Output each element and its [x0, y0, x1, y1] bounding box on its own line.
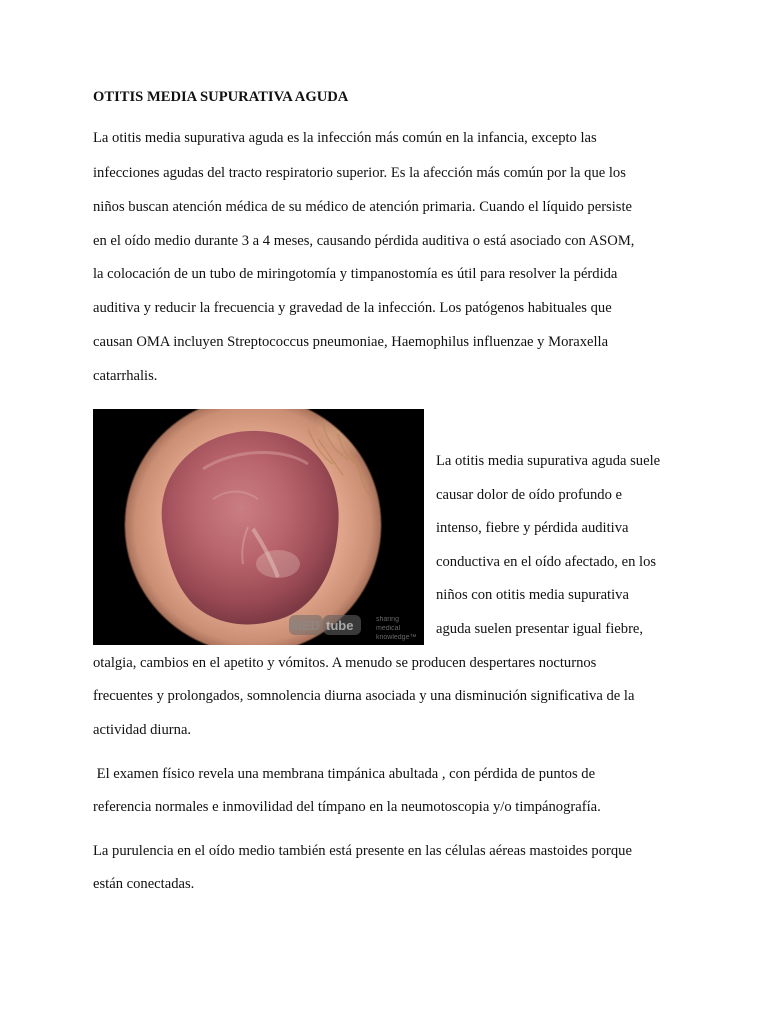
paragraph-2-side-line-1: La otitis media supurativa aguda suele: [436, 453, 661, 469]
svg-text:sharing: sharing: [376, 616, 399, 623]
otoscopy-image: [93, 409, 424, 645]
paragraph-2-line-2: frecuentes y prolongados, somnolencia diurna asociada y una disminución significativa de la: [93, 688, 635, 704]
paragraph-2-side-line-5: niños con otitis media supurativa: [436, 587, 629, 603]
paragraph-1-line-6: auditiva y reducir la frecuencia y gravedad de la infección. Los patógenos habituales que: [93, 300, 612, 316]
paragraph-2-line-1: otalgia, cambios en el apetito y vómitos. A menudo se producen despertares nocturnos: [93, 655, 597, 671]
paragraph-1-line-3: niños buscan atención médica de su médico de atención primaria. Cuando el líquido persiste: [93, 199, 632, 215]
paragraph-1-line-1: La otitis media supurativa aguda es la infección más común en la infancia, excepto las: [93, 130, 597, 146]
paragraph-1-line-7: causan OMA incluyen Streptococcus pneumoniae, Haemophilus influenzae y Moraxella: [93, 334, 609, 350]
paragraph-2-line-3: actividad diurna.: [93, 722, 192, 738]
paragraph-1-line-4: en el oído medio durante 3 a 4 meses, causando pérdida auditiva o está asociado con ASOM,: [93, 233, 635, 249]
svg-text:MED: MED: [291, 618, 320, 633]
svg-text:knowledge™: knowledge™: [376, 634, 417, 641]
paragraph-1-line-5: la colocación de un tubo de miringotomía y timpanostomía es útil para resolver la pérdida: [93, 266, 618, 282]
paragraph-2-side-line-3: intenso, fiebre y pérdida auditiva: [436, 520, 629, 536]
paragraph-3-line-2: referencia normales e inmovilidad del tímpano en la neumotoscopia y/o timpánografía.: [93, 799, 601, 815]
paragraph-2-side-line-4: conductiva en el oído afectado, en los: [436, 554, 657, 570]
paragraph-4-line-2: están conectadas.: [93, 876, 195, 892]
paragraph-1-line-8: catarrhalis.: [93, 368, 158, 384]
paragraph-3-line-1: El examen físico revela una membrana timpánica abultada , con pérdida de puntos de: [93, 766, 596, 782]
paragraph-2-side-line-6: aguda suelen presentar igual fiebre,: [436, 621, 644, 637]
paragraph-2-side-line-2: causar dolor de oído profundo e: [436, 487, 623, 503]
paragraph-4-line-1: La purulencia en el oído medio también está presente en las células aéreas mastoides porque: [93, 843, 632, 859]
document-title: OTITIS MEDIA SUPURATIVA AGUDA: [93, 89, 349, 105]
svg-text:medical: medical: [376, 625, 401, 632]
svg-text:tube: tube: [326, 618, 354, 633]
paragraph-1-line-2: infecciones agudas del tracto respiratorio superior. Es la afección más común por la que los: [93, 165, 626, 181]
